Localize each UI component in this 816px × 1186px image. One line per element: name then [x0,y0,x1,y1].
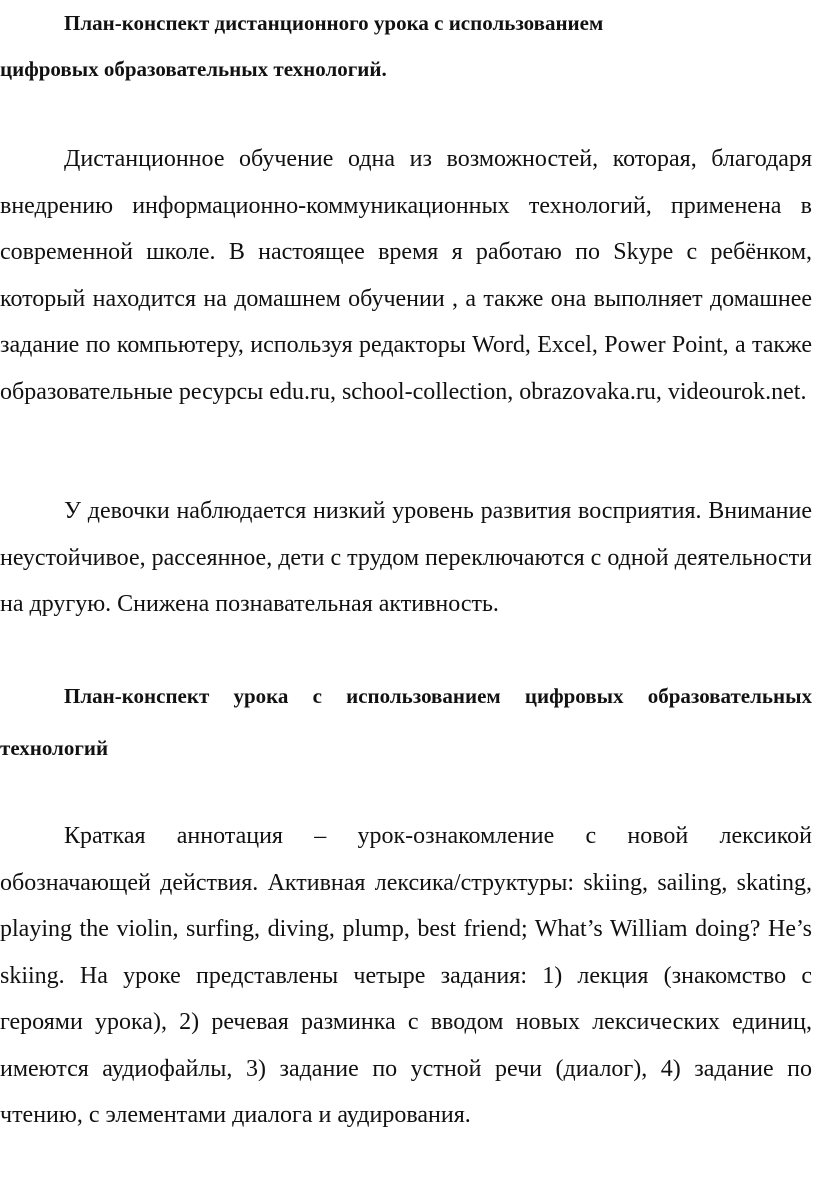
paragraph-student-description: У девочки наблюдается низкий уровень развития восприятия. Внимание неустойчивое, рассеянное, дети с трудом переключаются с одной деятельности на другую. Снижена познавательная активность. [0,498,812,617]
lesson-plan-heading: План-конспект урока с использованием цифровых образовательных технологий [0,684,812,760]
document-title [0,0,816,92]
paragraph-annotation: Краткая аннотация – урок-ознакомление с новой лексикой обозначающей действия. Активная лексика/структуры: skiing, sailing, skating, playing the violin, surfing, diving, plump, best friend; What’s William doing? He’s skiing. На уроке представлены четыре задания: 1) лекция (знакомство с героями урока), 2) речевая разминка с вводом новых лексических единиц, имеются аудиофайлы, 3) задание по устной речи (диалог), 4) задание по чтению, с элементами диалога и аудирования. [0,823,812,1128]
document-title-line-2: цифровых образовательных технологий. [0,57,387,81]
document-title-line-1: План-конспект дистанционного урока с использованием [64,11,604,35]
paragraph-distance-learning: Дистанционное обучение одна из возможностей, которая, благодаря внедрению информационно-коммуникационных технологий, применена в современной школе. В настоящее время я работаю по Skype с ребёнком, который находится на домашнем обучении , а также она выполняет домашнее задание по компьютеру, используя редакторы Word, Excel, Power Point, а также образовательные ресурсы edu.ru, school-collection, obrazovaka.ru, videourok.net. [0,146,812,405]
